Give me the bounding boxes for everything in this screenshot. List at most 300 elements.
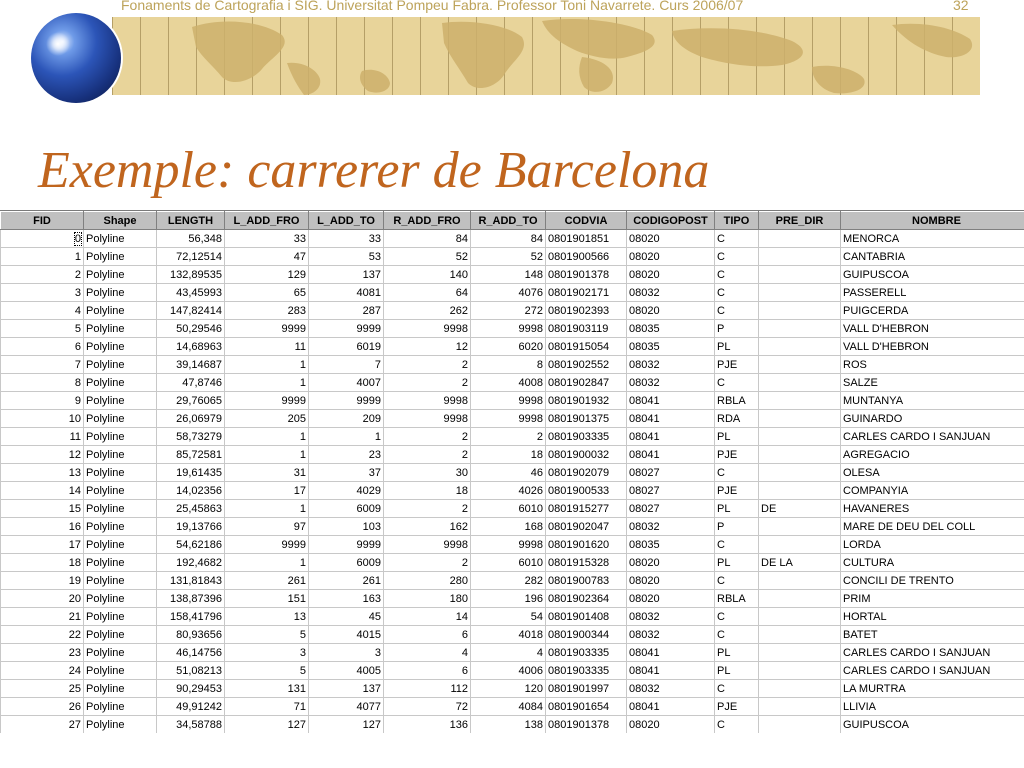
- cell-codigopost[interactable]: [627, 356, 715, 374]
- cell-codvia[interactable]: [546, 554, 627, 572]
- cell-l-add-to[interactable]: [309, 500, 384, 518]
- cell-tipo[interactable]: [715, 662, 759, 680]
- cell-codigopost[interactable]: [627, 266, 715, 284]
- cell-pre-dir[interactable]: [759, 302, 841, 320]
- cell-length[interactable]: [157, 428, 225, 446]
- cell-fid[interactable]: [1, 500, 84, 518]
- cell-r-add-to[interactable]: [471, 572, 546, 590]
- cell-l-add-fro[interactable]: [225, 518, 309, 536]
- cell-pre-dir[interactable]: [759, 392, 841, 410]
- cell-r-add-fro[interactable]: [384, 608, 471, 626]
- cell-r-add-to[interactable]: [471, 266, 546, 284]
- cell-codigopost[interactable]: [627, 554, 715, 572]
- cell-l-add-fro[interactable]: [225, 680, 309, 698]
- cell-nombre[interactable]: [841, 230, 1024, 248]
- cell-shape[interactable]: [84, 500, 157, 518]
- cell-pre-dir[interactable]: [759, 698, 841, 716]
- cell-l-add-to[interactable]: [309, 374, 384, 392]
- cell-pre-dir[interactable]: [759, 446, 841, 464]
- cell-fid[interactable]: [1, 554, 84, 572]
- cell-r-add-to[interactable]: [471, 248, 546, 266]
- cell-nombre[interactable]: [841, 518, 1024, 536]
- cell-tipo[interactable]: [715, 464, 759, 482]
- cell-l-add-fro[interactable]: [225, 698, 309, 716]
- cell-length[interactable]: [157, 518, 225, 536]
- cell-r-add-fro[interactable]: [384, 428, 471, 446]
- cell-l-add-to[interactable]: [309, 662, 384, 680]
- cell-codigopost[interactable]: [627, 644, 715, 662]
- table-row[interactable]: [1, 662, 1024, 680]
- cell-r-add-fro[interactable]: [384, 302, 471, 320]
- cell-tipo[interactable]: [715, 230, 759, 248]
- cell-shape[interactable]: [84, 248, 157, 266]
- cell-r-add-to[interactable]: [471, 518, 546, 536]
- column-header-codvia[interactable]: CODVIA: [546, 212, 627, 230]
- cell-r-add-to[interactable]: [471, 320, 546, 338]
- cell-codvia[interactable]: [546, 446, 627, 464]
- cell-shape[interactable]: [84, 284, 157, 302]
- cell-nombre[interactable]: [841, 392, 1024, 410]
- cell-codigopost[interactable]: [627, 590, 715, 608]
- cell-length[interactable]: [157, 230, 225, 248]
- cell-codigopost[interactable]: [627, 482, 715, 500]
- cell-shape[interactable]: [84, 626, 157, 644]
- cell-shape[interactable]: [84, 428, 157, 446]
- cell-length[interactable]: [157, 374, 225, 392]
- table-row[interactable]: [1, 320, 1024, 338]
- cell-shape[interactable]: [84, 338, 157, 356]
- cell-pre-dir[interactable]: [759, 572, 841, 590]
- cell-l-add-fro[interactable]: [225, 572, 309, 590]
- cell-tipo[interactable]: [715, 572, 759, 590]
- cell-shape[interactable]: [84, 410, 157, 428]
- cell-r-add-fro[interactable]: [384, 500, 471, 518]
- column-header-fid[interactable]: FID: [1, 212, 84, 230]
- cell-codigopost[interactable]: [627, 716, 715, 734]
- cell-shape[interactable]: [84, 518, 157, 536]
- cell-codigopost[interactable]: [627, 608, 715, 626]
- table-row[interactable]: [1, 626, 1024, 644]
- cell-l-add-fro[interactable]: [225, 464, 309, 482]
- table-row[interactable]: [1, 572, 1024, 590]
- cell-fid[interactable]: [1, 248, 84, 266]
- cell-l-add-to[interactable]: [309, 518, 384, 536]
- cell-l-add-fro[interactable]: [225, 716, 309, 734]
- cell-l-add-to[interactable]: [309, 698, 384, 716]
- cell-r-add-fro[interactable]: [384, 248, 471, 266]
- cell-r-add-fro[interactable]: [384, 284, 471, 302]
- cell-nombre[interactable]: [841, 644, 1024, 662]
- cell-length[interactable]: [157, 680, 225, 698]
- cell-codigopost[interactable]: [627, 572, 715, 590]
- cell-r-add-to[interactable]: [471, 626, 546, 644]
- cell-shape[interactable]: [84, 356, 157, 374]
- cell-fid[interactable]: [1, 698, 84, 716]
- cell-shape[interactable]: [84, 680, 157, 698]
- cell-pre-dir[interactable]: [759, 644, 841, 662]
- cell-codigopost[interactable]: [627, 446, 715, 464]
- cell-nombre[interactable]: [841, 374, 1024, 392]
- cell-length[interactable]: [157, 248, 225, 266]
- cell-r-add-fro[interactable]: [384, 590, 471, 608]
- cell-r-add-fro[interactable]: [384, 356, 471, 374]
- cell-length[interactable]: [157, 626, 225, 644]
- cell-length[interactable]: [157, 356, 225, 374]
- table-row[interactable]: [1, 482, 1024, 500]
- cell-nombre[interactable]: [841, 248, 1024, 266]
- cell-fid[interactable]: [1, 482, 84, 500]
- cell-r-add-fro[interactable]: [384, 554, 471, 572]
- cell-nombre[interactable]: [841, 716, 1024, 734]
- cell-pre-dir[interactable]: [759, 266, 841, 284]
- cell-tipo[interactable]: [715, 536, 759, 554]
- cell-l-add-to[interactable]: [309, 230, 384, 248]
- cell-codvia[interactable]: [546, 284, 627, 302]
- cell-fid[interactable]: [1, 536, 84, 554]
- cell-length[interactable]: [157, 608, 225, 626]
- cell-l-add-to[interactable]: [309, 356, 384, 374]
- table-row[interactable]: [1, 644, 1024, 662]
- cell-shape[interactable]: [84, 554, 157, 572]
- cell-tipo[interactable]: [715, 392, 759, 410]
- cell-r-add-to[interactable]: [471, 716, 546, 734]
- cell-l-add-fro[interactable]: [225, 392, 309, 410]
- cell-tipo[interactable]: [715, 428, 759, 446]
- cell-codvia[interactable]: [546, 428, 627, 446]
- cell-pre-dir[interactable]: [759, 230, 841, 248]
- cell-codvia[interactable]: [546, 266, 627, 284]
- cell-codigopost[interactable]: [627, 500, 715, 518]
- cell-nombre[interactable]: [841, 284, 1024, 302]
- cell-nombre[interactable]: [841, 608, 1024, 626]
- cell-l-add-to[interactable]: [309, 392, 384, 410]
- cell-length[interactable]: [157, 590, 225, 608]
- cell-l-add-fro[interactable]: [225, 662, 309, 680]
- cell-l-add-fro[interactable]: [225, 302, 309, 320]
- table-row[interactable]: [1, 392, 1024, 410]
- cell-r-add-fro[interactable]: [384, 230, 471, 248]
- cell-shape[interactable]: [84, 320, 157, 338]
- cell-codigopost[interactable]: [627, 284, 715, 302]
- table-row[interactable]: [1, 464, 1024, 482]
- cell-l-add-fro[interactable]: [225, 608, 309, 626]
- cell-nombre[interactable]: [841, 680, 1024, 698]
- cell-pre-dir[interactable]: [759, 716, 841, 734]
- cell-codigopost[interactable]: [627, 302, 715, 320]
- cell-l-add-fro[interactable]: [225, 356, 309, 374]
- cell-codvia[interactable]: [546, 680, 627, 698]
- cell-l-add-fro[interactable]: [225, 536, 309, 554]
- cell-codvia[interactable]: [546, 536, 627, 554]
- cell-shape[interactable]: [84, 590, 157, 608]
- table-row[interactable]: [1, 338, 1024, 356]
- cell-pre-dir[interactable]: [759, 284, 841, 302]
- cell-r-add-fro[interactable]: [384, 572, 471, 590]
- cell-pre-dir[interactable]: [759, 464, 841, 482]
- table-row[interactable]: [1, 302, 1024, 320]
- cell-tipo[interactable]: [715, 518, 759, 536]
- cell-codvia[interactable]: [546, 626, 627, 644]
- cell-tipo[interactable]: [715, 320, 759, 338]
- cell-length[interactable]: [157, 716, 225, 734]
- cell-fid[interactable]: [1, 464, 84, 482]
- table-row[interactable]: [1, 608, 1024, 626]
- cell-l-add-to[interactable]: [309, 266, 384, 284]
- cell-l-add-fro[interactable]: [225, 626, 309, 644]
- cell-fid[interactable]: [1, 680, 84, 698]
- cell-length[interactable]: [157, 392, 225, 410]
- cell-nombre[interactable]: [841, 410, 1024, 428]
- cell-l-add-to[interactable]: [309, 248, 384, 266]
- cell-r-add-to[interactable]: [471, 374, 546, 392]
- cell-r-add-fro[interactable]: [384, 266, 471, 284]
- cell-r-add-to[interactable]: [471, 644, 546, 662]
- cell-r-add-to[interactable]: [471, 338, 546, 356]
- cell-l-add-fro[interactable]: [225, 446, 309, 464]
- cell-pre-dir[interactable]: [759, 320, 841, 338]
- cell-length[interactable]: [157, 410, 225, 428]
- cell-pre-dir[interactable]: [759, 500, 841, 518]
- cell-l-add-to[interactable]: [309, 284, 384, 302]
- cell-l-add-fro[interactable]: [225, 428, 309, 446]
- cell-fid[interactable]: [1, 644, 84, 662]
- cell-r-add-fro[interactable]: [384, 320, 471, 338]
- cell-nombre[interactable]: [841, 554, 1024, 572]
- cell-l-add-fro[interactable]: [225, 590, 309, 608]
- cell-fid[interactable]: [1, 410, 84, 428]
- cell-codigopost[interactable]: [627, 698, 715, 716]
- cell-r-add-fro[interactable]: [384, 626, 471, 644]
- table-row[interactable]: [1, 266, 1024, 284]
- column-header-length[interactable]: LENGTH: [157, 212, 225, 230]
- cell-nombre[interactable]: [841, 446, 1024, 464]
- cell-pre-dir[interactable]: [759, 356, 841, 374]
- cell-l-add-fro[interactable]: [225, 644, 309, 662]
- cell-pre-dir[interactable]: [759, 248, 841, 266]
- cell-r-add-to[interactable]: [471, 536, 546, 554]
- cell-tipo[interactable]: [715, 302, 759, 320]
- cell-shape[interactable]: [84, 482, 157, 500]
- column-header-l-add-fro[interactable]: L_ADD_FRO: [225, 212, 309, 230]
- cell-shape[interactable]: [84, 608, 157, 626]
- column-header-nombre[interactable]: NOMBRE: [841, 212, 1024, 230]
- table-row[interactable]: [1, 698, 1024, 716]
- cell-tipo[interactable]: [715, 284, 759, 302]
- cell-length[interactable]: [157, 698, 225, 716]
- table-row[interactable]: [1, 230, 1024, 248]
- table-row[interactable]: [1, 374, 1024, 392]
- cell-codvia[interactable]: [546, 662, 627, 680]
- cell-r-add-to[interactable]: [471, 410, 546, 428]
- cell-nombre[interactable]: [841, 428, 1024, 446]
- cell-pre-dir[interactable]: [759, 410, 841, 428]
- cell-tipo[interactable]: [715, 374, 759, 392]
- cell-r-add-fro[interactable]: [384, 536, 471, 554]
- table-row[interactable]: [1, 590, 1024, 608]
- cell-codvia[interactable]: [546, 464, 627, 482]
- cell-l-add-to[interactable]: [309, 446, 384, 464]
- cell-codigopost[interactable]: [627, 626, 715, 644]
- cell-r-add-fro[interactable]: [384, 374, 471, 392]
- cell-pre-dir[interactable]: [759, 554, 841, 572]
- cell-codigopost[interactable]: [627, 680, 715, 698]
- cell-pre-dir[interactable]: [759, 428, 841, 446]
- cell-l-add-fro[interactable]: [225, 230, 309, 248]
- cell-fid[interactable]: [1, 518, 84, 536]
- column-header-pre-dir[interactable]: PRE_DIR: [759, 212, 841, 230]
- column-header-l-add-to[interactable]: L_ADD_TO: [309, 212, 384, 230]
- cell-fid[interactable]: [1, 716, 84, 734]
- cell-r-add-to[interactable]: [471, 698, 546, 716]
- cell-nombre[interactable]: [841, 572, 1024, 590]
- cell-r-add-to[interactable]: [471, 230, 546, 248]
- cell-codvia[interactable]: [546, 392, 627, 410]
- cell-shape[interactable]: [84, 464, 157, 482]
- cell-codvia[interactable]: [546, 590, 627, 608]
- cell-fid[interactable]: [1, 428, 84, 446]
- table-row[interactable]: [1, 446, 1024, 464]
- cell-tipo[interactable]: [715, 554, 759, 572]
- cell-l-add-fro[interactable]: [225, 500, 309, 518]
- cell-nombre[interactable]: [841, 626, 1024, 644]
- cell-r-add-fro[interactable]: [384, 338, 471, 356]
- cell-pre-dir[interactable]: [759, 374, 841, 392]
- cell-codigopost[interactable]: [627, 392, 715, 410]
- cell-r-add-to[interactable]: [471, 284, 546, 302]
- cell-codvia[interactable]: [546, 320, 627, 338]
- cell-r-add-to[interactable]: [471, 590, 546, 608]
- cell-r-add-fro[interactable]: [384, 482, 471, 500]
- cell-r-add-to[interactable]: [471, 482, 546, 500]
- cell-fid[interactable]: [1, 374, 84, 392]
- cell-tipo[interactable]: [715, 680, 759, 698]
- cell-fid[interactable]: [1, 320, 84, 338]
- table-row[interactable]: [1, 356, 1024, 374]
- cell-tipo[interactable]: [715, 338, 759, 356]
- cell-r-add-to[interactable]: [471, 500, 546, 518]
- cell-fid[interactable]: [1, 626, 84, 644]
- cell-r-add-fro[interactable]: [384, 392, 471, 410]
- cell-codigopost[interactable]: [627, 518, 715, 536]
- cell-tipo[interactable]: [715, 626, 759, 644]
- cell-shape[interactable]: [84, 302, 157, 320]
- cell-codvia[interactable]: [546, 338, 627, 356]
- cell-length[interactable]: [157, 446, 225, 464]
- cell-codigopost[interactable]: [627, 320, 715, 338]
- cell-nombre[interactable]: [841, 500, 1024, 518]
- cell-length[interactable]: [157, 572, 225, 590]
- cell-pre-dir[interactable]: [759, 338, 841, 356]
- column-header-r-add-fro[interactable]: R_ADD_FRO: [384, 212, 471, 230]
- cell-l-add-fro[interactable]: [225, 266, 309, 284]
- cell-l-add-to[interactable]: [309, 626, 384, 644]
- cell-pre-dir[interactable]: [759, 608, 841, 626]
- cell-tipo[interactable]: [715, 356, 759, 374]
- cell-nombre[interactable]: [841, 536, 1024, 554]
- cell-fid[interactable]: [1, 608, 84, 626]
- cell-shape[interactable]: [84, 374, 157, 392]
- cell-l-add-to[interactable]: [309, 644, 384, 662]
- table-row[interactable]: [1, 410, 1024, 428]
- cell-fid[interactable]: [1, 446, 84, 464]
- cell-fid[interactable]: [1, 572, 84, 590]
- cell-length[interactable]: [157, 464, 225, 482]
- cell-codvia[interactable]: [546, 608, 627, 626]
- cell-fid[interactable]: [1, 284, 84, 302]
- cell-r-add-fro[interactable]: [384, 518, 471, 536]
- cell-l-add-to[interactable]: [309, 680, 384, 698]
- cell-l-add-fro[interactable]: [225, 320, 309, 338]
- cell-r-add-to[interactable]: [471, 464, 546, 482]
- cell-r-add-to[interactable]: [471, 392, 546, 410]
- cell-fid[interactable]: [1, 662, 84, 680]
- cell-shape[interactable]: [84, 536, 157, 554]
- cell-pre-dir[interactable]: [759, 536, 841, 554]
- cell-shape[interactable]: [84, 698, 157, 716]
- cell-codigopost[interactable]: [627, 464, 715, 482]
- cell-codvia[interactable]: [546, 716, 627, 734]
- cell-l-add-to[interactable]: [309, 536, 384, 554]
- cell-length[interactable]: [157, 338, 225, 356]
- cell-l-add-to[interactable]: [309, 554, 384, 572]
- cell-l-add-to[interactable]: [309, 608, 384, 626]
- cell-codvia[interactable]: [546, 482, 627, 500]
- cell-codvia[interactable]: [546, 248, 627, 266]
- cell-fid[interactable]: [1, 356, 84, 374]
- cell-pre-dir[interactable]: [759, 518, 841, 536]
- cell-codigopost[interactable]: [627, 428, 715, 446]
- cell-codigopost[interactable]: [627, 248, 715, 266]
- table-row[interactable]: [1, 518, 1024, 536]
- cell-codigopost[interactable]: [627, 662, 715, 680]
- cell-fid[interactable]: [1, 302, 84, 320]
- cell-length[interactable]: [157, 662, 225, 680]
- cell-codigopost[interactable]: [627, 536, 715, 554]
- cell-tipo[interactable]: [715, 446, 759, 464]
- cell-r-add-to[interactable]: [471, 356, 546, 374]
- cell-fid[interactable]: [1, 338, 84, 356]
- cell-fid[interactable]: [1, 392, 84, 410]
- table-row[interactable]: [1, 554, 1024, 572]
- cell-r-add-fro[interactable]: [384, 446, 471, 464]
- cell-r-add-to[interactable]: [471, 554, 546, 572]
- cell-shape[interactable]: [84, 392, 157, 410]
- cell-codvia[interactable]: [546, 410, 627, 428]
- cell-l-add-to[interactable]: [309, 482, 384, 500]
- cell-l-add-fro[interactable]: [225, 482, 309, 500]
- cell-codvia[interactable]: [546, 518, 627, 536]
- cell-tipo[interactable]: [715, 500, 759, 518]
- cell-l-add-to[interactable]: [309, 590, 384, 608]
- table-row[interactable]: [1, 428, 1024, 446]
- column-header-codigopost[interactable]: CODIGOPOST: [627, 212, 715, 230]
- cell-nombre[interactable]: [841, 698, 1024, 716]
- cell-pre-dir[interactable]: [759, 662, 841, 680]
- cell-length[interactable]: [157, 500, 225, 518]
- column-header-tipo[interactable]: TIPO: [715, 212, 759, 230]
- cell-r-add-fro[interactable]: [384, 410, 471, 428]
- cell-codigopost[interactable]: [627, 410, 715, 428]
- cell-codvia[interactable]: [546, 644, 627, 662]
- cell-codvia[interactable]: [546, 500, 627, 518]
- cell-pre-dir[interactable]: [759, 680, 841, 698]
- cell-l-add-fro[interactable]: [225, 284, 309, 302]
- cell-length[interactable]: [157, 482, 225, 500]
- cell-nombre[interactable]: [841, 356, 1024, 374]
- column-header-r-add-to[interactable]: R_ADD_TO: [471, 212, 546, 230]
- cell-codigopost[interactable]: [627, 230, 715, 248]
- cell-pre-dir[interactable]: [759, 482, 841, 500]
